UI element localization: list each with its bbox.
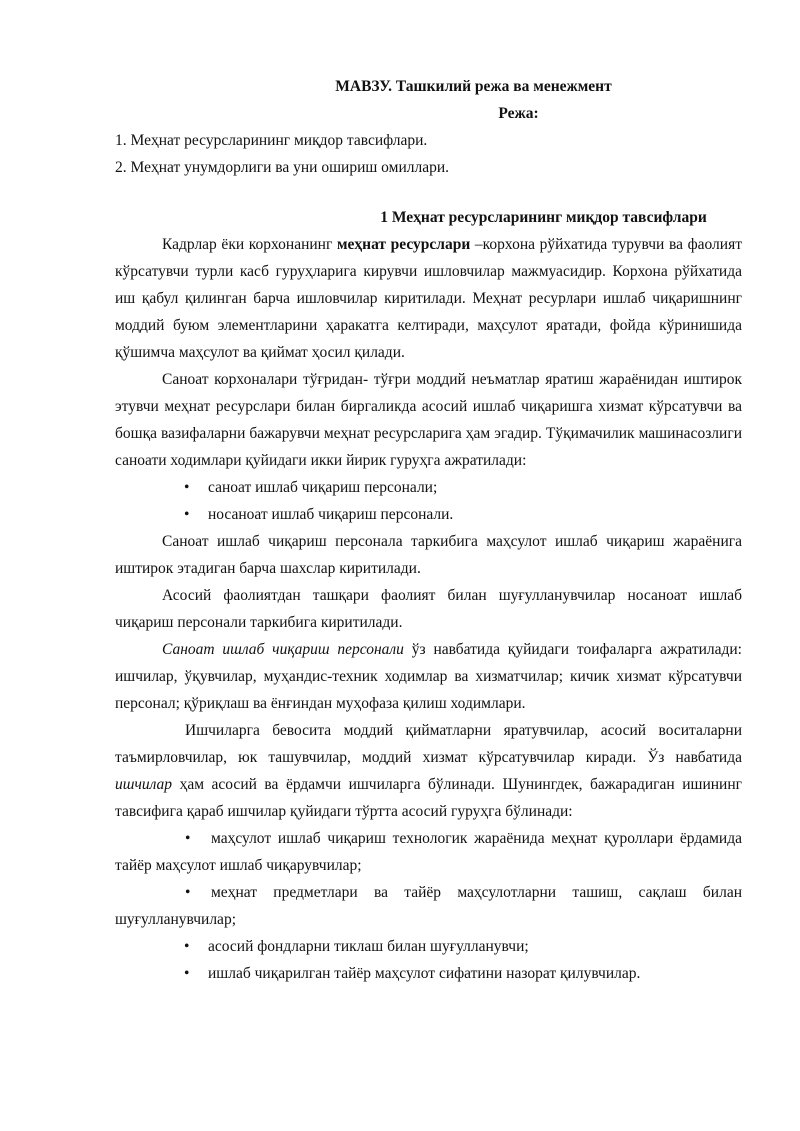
- list-item: [115, 960, 742, 987]
- paragraph-5: [115, 636, 742, 717]
- list-item-text: саноат ишлаб чиқариш персонали;: [208, 479, 438, 496]
- p1-bold-term: меҳнат ресурслари: [336, 236, 471, 253]
- worker-group-list: [115, 933, 742, 987]
- spacer: [115, 181, 742, 204]
- p5-rest: ўз навбатида қуйидаги тоифаларга ажратилади: ишчилар, ўқувчилар, муҳандис-техник ходимлар ва хизматчилар; кичик хизмат кўрсатувчи персонал; қўриқлаш ва ёнғиндан муҳофаза қилиш ходимлари.: [115, 641, 742, 712]
- worker-group-item: [115, 825, 742, 879]
- paragraph-4: Асосий фаолиятдан ташқари фаолият билан шуғулланувчилар носаноат ишлаб чиқариш персонали таркибига киритилади.: [115, 587, 742, 631]
- bullet-icon: •: [184, 965, 190, 982]
- p6-italic-term: ишчилар: [115, 776, 173, 793]
- list-item-text: ишлаб чиқарилган тайёр маҳсулот сифатини назорат қилувчилар.: [208, 965, 641, 982]
- section-title: 1 Меҳнат ресурсларининг миқдор тавсифлари: [380, 209, 707, 226]
- paragraph-2: Саноат корхоналари тўғридан- тўғри моддий неъматлар яратиш жараёнидан иштирок этувчи меҳнат ресурслари билан биргаликда асосий ишлаб чиқаришга хизмат кўрсатувчи ва бошқа вазифаларни бажарувчи меҳнат ресурсларига ҳам эгадир. Тўқимачилик машинасозлиги саноати ходимлари қуйидаги икки йирик гуруҳга ажратилади:: [115, 371, 742, 469]
- list-item-text: меҳнат предметлари ва тайёр маҳсулотларни ташиш, сақлаш билан шуғулланувчилар;: [115, 884, 742, 928]
- paragraph-3: Саноат ишлаб чиқариш персонала таркибига маҳсулот ишлаб чиқариш жараёнига иштирок этадиган барча шахслар киритилади.: [115, 533, 742, 577]
- bullet-icon: •: [185, 884, 191, 901]
- p5-italic-term: Саноат ишлаб чиқариш персонали: [162, 641, 404, 658]
- p1-start: Кадрлар ёки корхонанинг: [162, 236, 337, 253]
- plan-heading: Режа:: [498, 105, 539, 122]
- personnel-list: [115, 474, 742, 528]
- list-item-text: носаноат ишлаб чиқариш персонали.: [208, 506, 454, 523]
- paragraph-1: [115, 231, 742, 366]
- plan-item-2: 2. Меҳнат унумдорлиги ва уни ошириш омиллари.: [115, 159, 450, 176]
- list-item: [115, 501, 742, 528]
- paragraph-6: [115, 717, 742, 825]
- p6-start: Ишчиларга бевосита моддий қийматларни яратувчилар, асосий воситаларни таъмирловчилар, юк ташувчилар, моддий хизмат кўрсатувчилар киради. Ўз навбатида: [115, 722, 742, 766]
- bullet-icon: •: [184, 479, 190, 496]
- list-item: [115, 474, 742, 501]
- bullet-icon: •: [184, 506, 190, 523]
- plan-item-1: 1. Меҳнат ресурсларининг миқдор тавсифлари.: [115, 132, 428, 149]
- list-item-text: асосий фондларни тиклаш билан шуғулланувчи;: [208, 938, 529, 955]
- document-title: МАВЗУ. Ташкилий режа ва менежмент: [335, 78, 612, 95]
- list-item: [115, 933, 742, 960]
- list-item-text: маҳсулот ишлаб чиқариш технологик жараёнида меҳнат қуроллари ёрдамида тайёр маҳсулот ишлаб чиқарувчилар;: [115, 830, 742, 874]
- p6-rest: ҳам асосий ва ёрдамчи ишчиларга бўлинади. Шунингдек, бажарадиган ишининг тавсифига қараб ишчилар қуйидаги тўртта асосий гуруҳга бўлинади:: [115, 776, 742, 820]
- bullet-icon: •: [184, 938, 190, 955]
- bullet-icon: •: [185, 830, 191, 847]
- document-page: [115, 73, 742, 987]
- p1-rest: –корхона рўйхатида турувчи ва фаолият кўрсатувчи турли касб гуруҳларига кирувчи ишловчилар мажмуасидир. Корхона рўйхатида иш қабул қилинган барча ишловчилар киритилади. Меҳнат ресурлари ишлаб чиқаришнинг моддий буюм элементларини ҳаракатга келтиради, маҳсулот яратади, фойда кўринишида қўшимча маҳсулот ва қиймат ҳосил қилади.: [115, 236, 742, 361]
- worker-group-item: [115, 879, 742, 933]
